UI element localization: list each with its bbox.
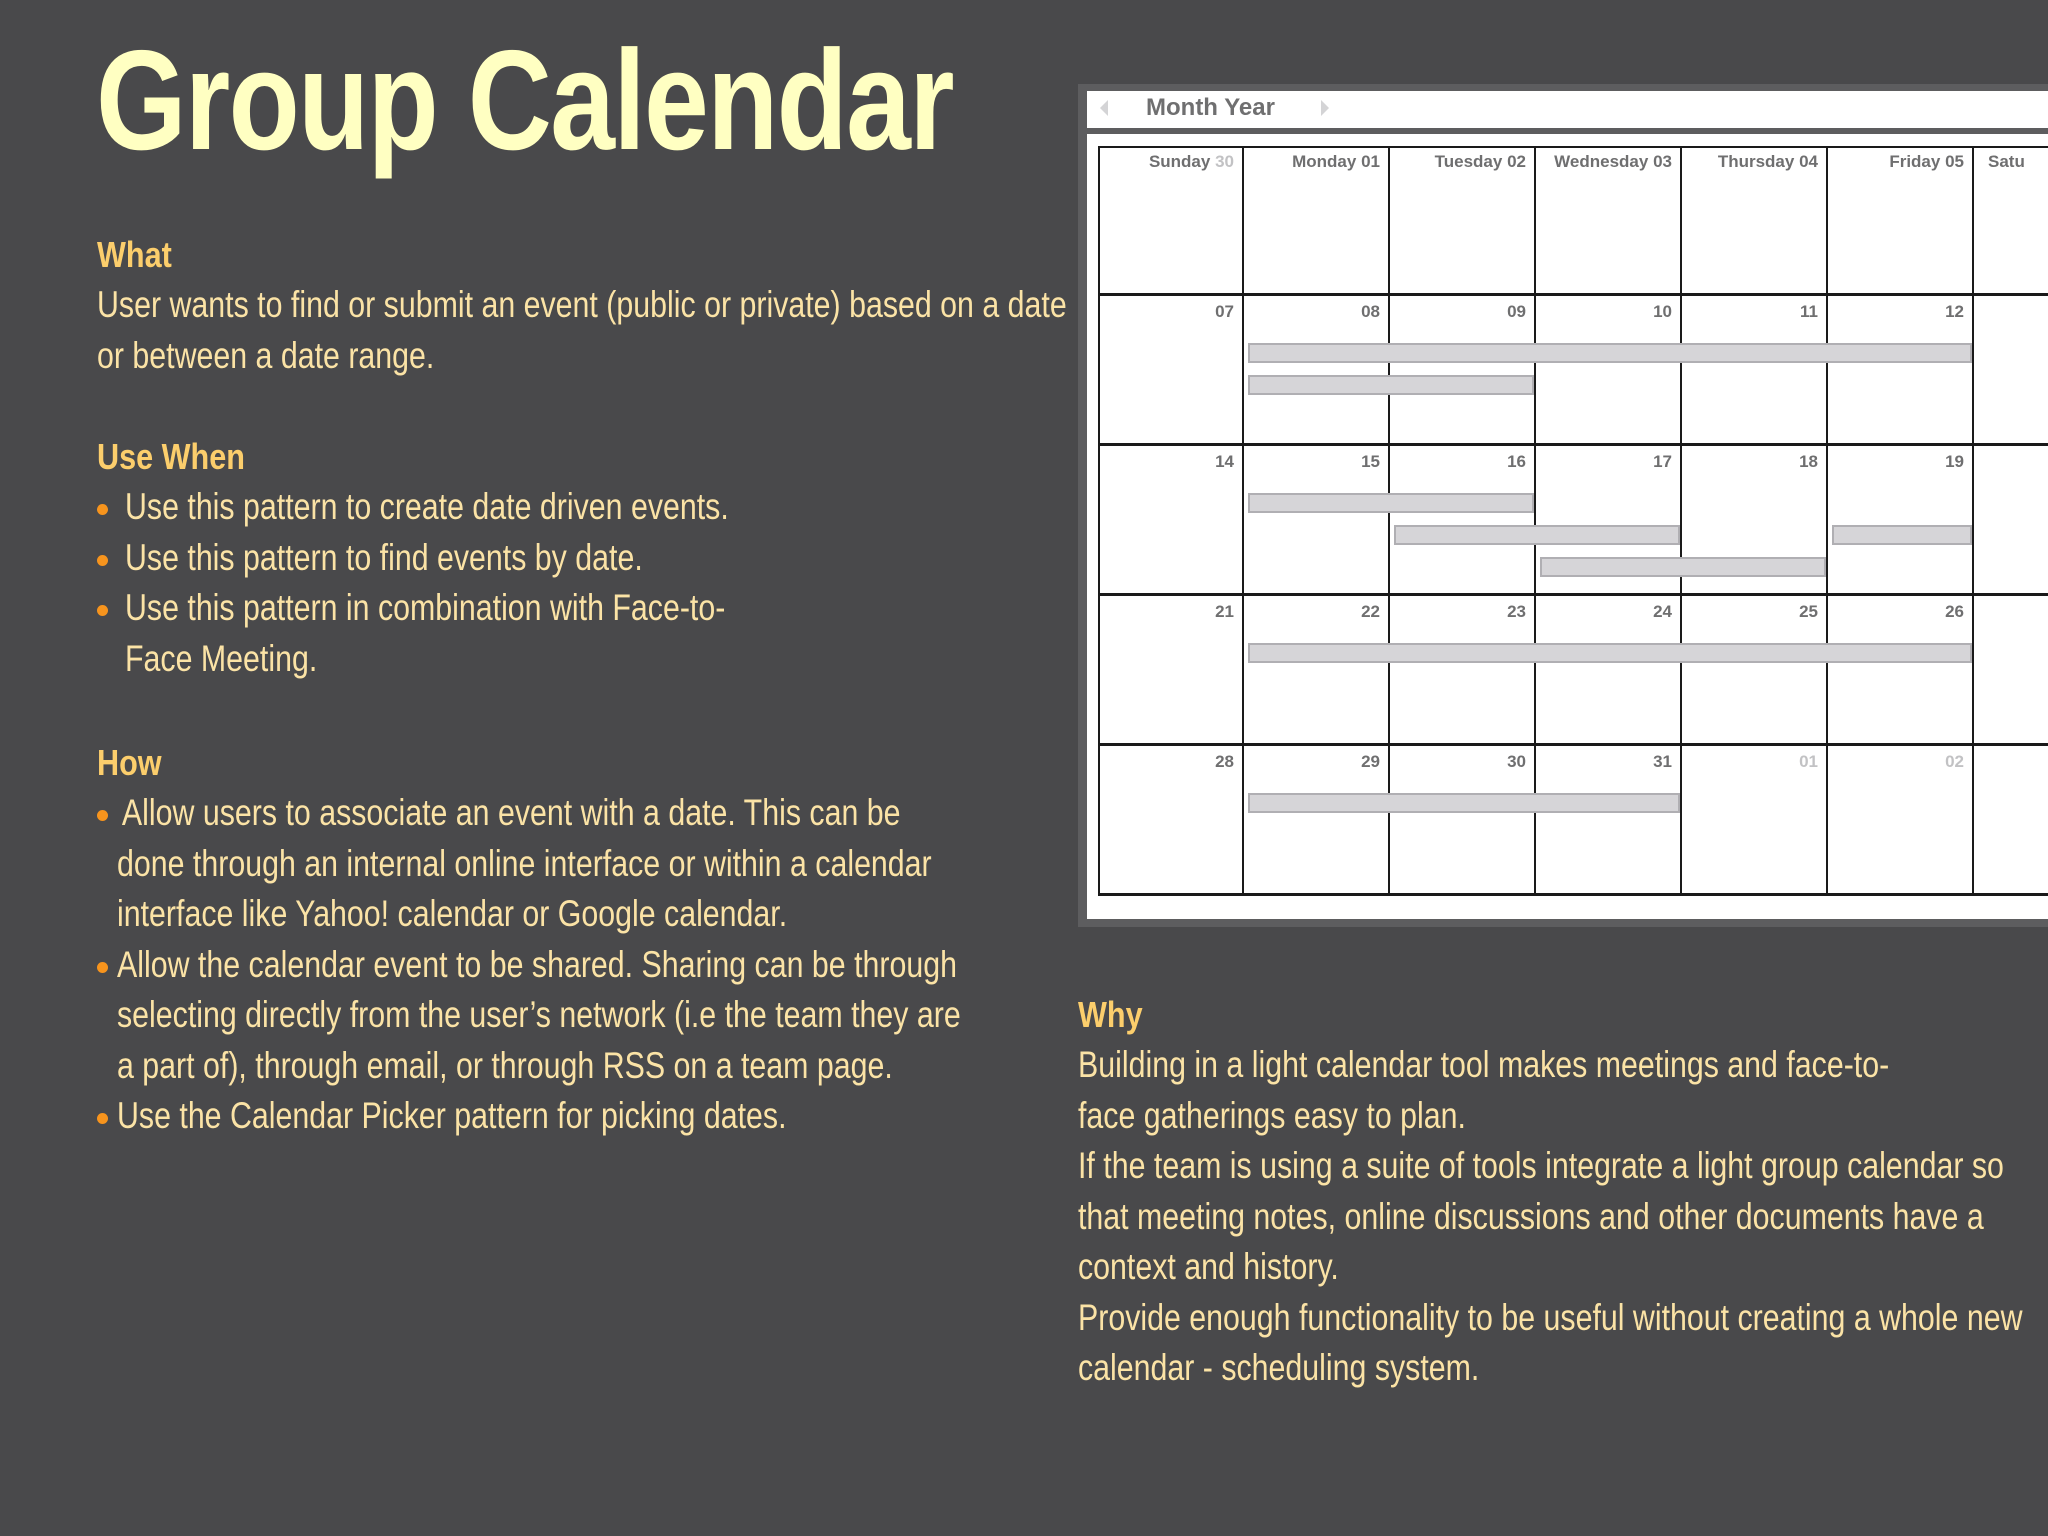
how-item: Allow users to associate an event with a date. This can be done through an internal online interface or within a calendar interface like Yahoo! calendar or Google calendar.	[97, 788, 1097, 940]
calendar-day-label: 26	[1945, 602, 1964, 621]
calendar-day-cell[interactable]	[1828, 146, 1974, 296]
calendar-day-label: 17	[1653, 452, 1672, 471]
calendar-day-cell[interactable]	[1974, 596, 2048, 746]
calendar-day-label: 01	[1799, 752, 1818, 771]
calendar-event-bar[interactable]	[1248, 793, 1680, 813]
calendar-day-cell[interactable]	[1390, 446, 1536, 596]
calendar-day-cell[interactable]	[1536, 746, 1682, 896]
calendar-event-bar[interactable]	[1248, 493, 1534, 513]
calendar-day-cell[interactable]	[1098, 596, 1244, 746]
calendar-day-label: 07	[1215, 302, 1234, 321]
calendar-day-cell[interactable]	[1390, 596, 1536, 746]
calendar-day-cell[interactable]	[1828, 746, 1974, 896]
calendar-day-label: 16	[1507, 452, 1526, 471]
use-when-heading: Use When	[97, 436, 245, 477]
calendar-event-bar[interactable]	[1248, 643, 1972, 663]
calendar-day-label: 23	[1507, 602, 1526, 621]
calendar-day-cell[interactable]	[1974, 146, 2048, 296]
calendar-day-label: 14	[1215, 452, 1234, 471]
calendar-day-label: Sunday 30	[1148, 152, 1234, 171]
bullet-icon	[97, 962, 108, 973]
calendar-day-cell[interactable]	[1682, 596, 1828, 746]
calendar-week-row	[1100, 296, 2048, 446]
bullet-icon	[97, 504, 108, 515]
what-heading: What	[97, 234, 172, 275]
calendar-event-bar[interactable]	[1540, 557, 1826, 577]
calendar-day-cell[interactable]	[1244, 446, 1390, 596]
calendar-day-label: 10	[1653, 302, 1672, 321]
calendar-day-cell[interactable]	[1974, 746, 2048, 896]
calendar-day-label: 12	[1945, 302, 1964, 321]
how-list	[97, 788, 1097, 1142]
calendar-month-title: Month Year	[1146, 94, 1275, 121]
calendar-day-label: Wednesday 03	[1554, 152, 1672, 171]
calendar-day-cell[interactable]	[1682, 746, 1828, 896]
calendar-day-label: 11	[1800, 302, 1818, 321]
calendar-day-label: 31	[1653, 752, 1672, 771]
calendar-day-label: Friday 05	[1889, 152, 1964, 171]
how-heading: How	[97, 742, 162, 783]
page-title: Group Calendar	[96, 21, 953, 180]
calendar-day-cell[interactable]	[1974, 446, 2048, 596]
why-paragraph: Building in a light calendar tool makes meetings and face-to-face gatherings easy to plan.	[1078, 1044, 1890, 1136]
calendar-day-cell[interactable]	[1390, 746, 1536, 896]
calendar-day-label: 24	[1653, 602, 1672, 621]
what-section	[97, 230, 1097, 381]
calendar-day-label: 02	[1945, 752, 1964, 771]
calendar-day-cell[interactable]	[1098, 746, 1244, 896]
calendar-day-cell[interactable]	[1828, 296, 1974, 446]
calendar-day-cell[interactable]	[1244, 746, 1390, 896]
bullet-icon	[97, 555, 108, 566]
next-month-icon[interactable]	[1321, 100, 1329, 116]
calendar-day-label: Thursday 04	[1717, 152, 1818, 171]
use-when-item: Use this pattern to find events by date.	[97, 533, 1097, 584]
calendar-week-row	[1100, 596, 2048, 746]
calendar-grid	[1098, 146, 2048, 896]
calendar-day-label: Satu	[1988, 152, 2025, 171]
calendar-day-cell[interactable]	[1682, 146, 1828, 296]
calendar-day-cell[interactable]	[1536, 146, 1682, 296]
how-item: Allow the calendar event to be shared. Sharing can be through selecting directly from the user’s network (i.e the team they are a part of), through email, or through RSS on a team page.	[97, 940, 1097, 1092]
calendar-day-cell[interactable]	[1244, 296, 1390, 446]
calendar-day-label: 30	[1507, 752, 1526, 771]
use-when-item: Use this pattern to create date driven events.	[97, 482, 1097, 533]
calendar-day-cell[interactable]	[1098, 296, 1244, 446]
calendar-day-cell[interactable]	[1098, 146, 1244, 296]
use-when-list	[97, 482, 1097, 684]
calendar-day-cell[interactable]	[1390, 296, 1536, 446]
calendar-day-label: 15	[1361, 452, 1380, 471]
how-item: Use the Calendar Picker pattern for picking dates.	[97, 1091, 1097, 1142]
calendar-event-bar[interactable]	[1248, 375, 1534, 395]
calendar-event-bar[interactable]	[1832, 525, 1972, 545]
calendar-day-cell[interactable]	[1974, 296, 2048, 446]
calendar-day-label: 29	[1361, 752, 1380, 771]
why-paragraph: Provide enough functionality to be useful without creating a whole new calendar - scheduling system.	[1078, 1296, 2023, 1388]
calendar-day-label: Tuesday 02	[1434, 152, 1526, 171]
calendar-day-cell[interactable]	[1682, 296, 1828, 446]
calendar-day-label: 28	[1215, 752, 1234, 771]
prev-month-icon[interactable]	[1100, 100, 1108, 116]
calendar-day-label: 21	[1215, 602, 1234, 621]
calendar-day-cell[interactable]	[1536, 596, 1682, 746]
calendar-day-cell[interactable]	[1536, 296, 1682, 446]
why-heading: Why	[1078, 994, 1143, 1035]
calendar-day-cell[interactable]	[1244, 146, 1390, 296]
bullet-icon	[97, 810, 108, 821]
calendar-day-label: 25	[1799, 602, 1818, 621]
calendar-day-cell[interactable]	[1244, 596, 1390, 746]
calendar-event-bar[interactable]	[1248, 343, 1972, 363]
calendar-day-label: 22	[1361, 602, 1380, 621]
why-section	[1078, 990, 2038, 1394]
use-when-section	[97, 432, 1097, 684]
use-when-item: Use this pattern in combination with Face-to-Face Meeting.	[97, 583, 1097, 684]
how-section	[97, 738, 1097, 1142]
calendar-day-cell[interactable]	[1828, 446, 1974, 596]
calendar-day-label: 09	[1507, 302, 1526, 321]
calendar-day-label: 18	[1799, 452, 1818, 471]
calendar-day-label: Monday 01	[1292, 152, 1380, 171]
calendar-day-label: 19	[1945, 452, 1964, 471]
what-text: User wants to find or submit an event (public or private) based on a date or between a date range.	[97, 284, 1067, 376]
calendar-week-row	[1100, 746, 2048, 896]
calendar-week-header-row	[1100, 146, 2048, 296]
why-paragraph: If the team is using a suite of tools integrate a light group calendar so that meeting notes, online discussions and other documents have a context and history.	[1078, 1145, 2004, 1287]
calendar-day-cell[interactable]	[1390, 146, 1536, 296]
calendar-event-bar[interactable]	[1394, 525, 1680, 545]
calendar-day-label: 08	[1361, 302, 1380, 321]
bullet-icon	[97, 1113, 108, 1124]
bullet-icon	[97, 605, 108, 616]
calendar-day-cell[interactable]	[1828, 596, 1974, 746]
calendar-day-cell[interactable]	[1098, 446, 1244, 596]
